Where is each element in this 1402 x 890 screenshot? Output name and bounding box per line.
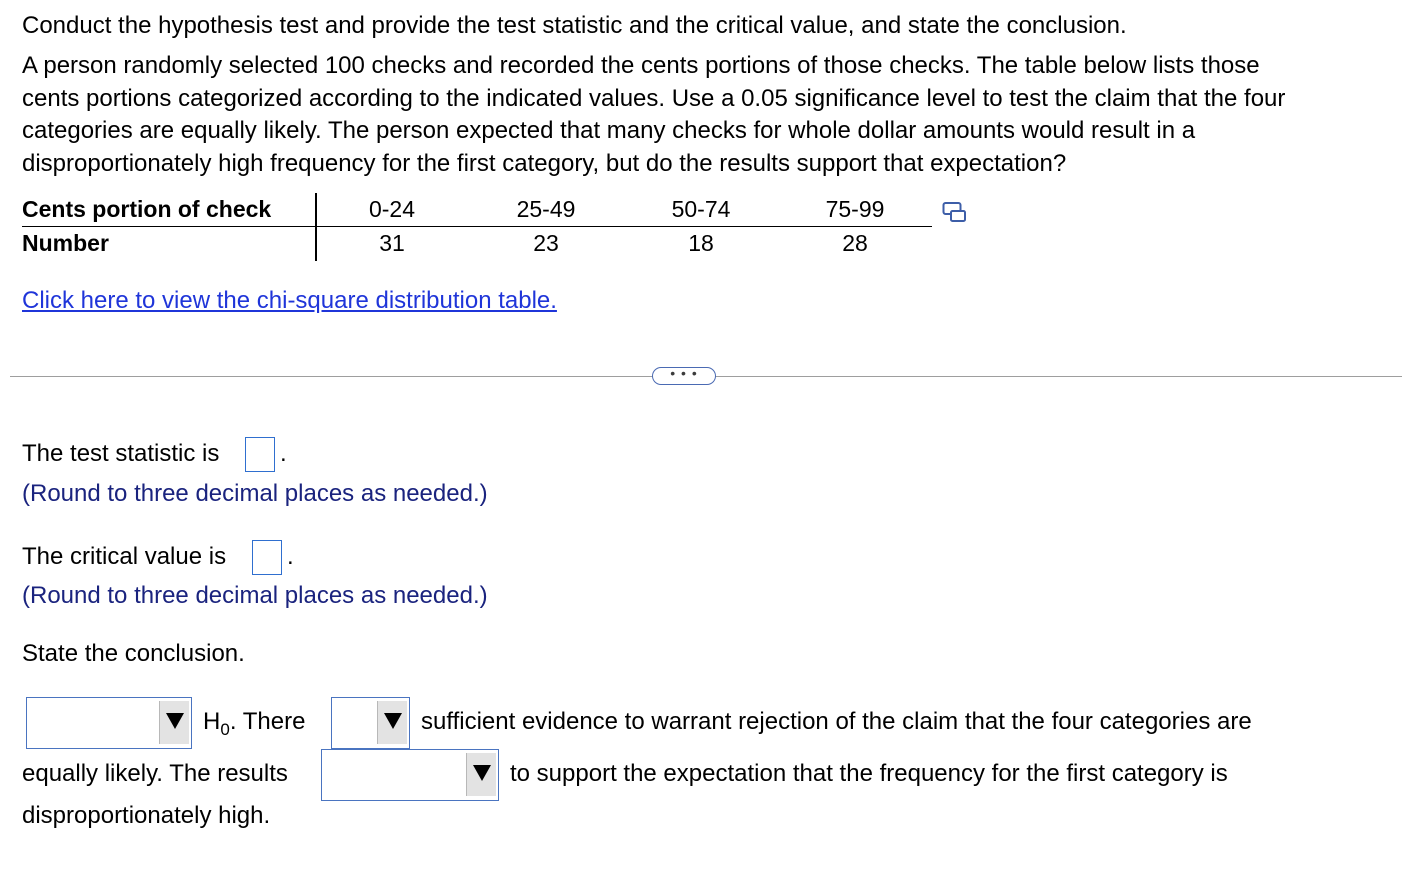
table-category: 75-99 [825,196,885,222]
test-statistic-period: . [280,440,287,467]
evidence-dropdown[interactable] [331,697,410,749]
h0-subscript: 0 [220,720,230,739]
question-body-line-3: categories are equally likely. The person expected that many checks for whole dollar amounts would result in a [22,117,1196,144]
table-category: 25-49 [516,196,576,222]
question-instruction: Conduct the hypothesis test and provide the test statistic and the critical value, and state the conclusion. [22,12,1127,39]
h0-letter: H [203,708,221,735]
table-horizontal-divider [22,226,932,227]
conclusion-text-3: to support the expectation that the frequency for the first category is [510,760,1228,787]
results-dropdown[interactable] [321,749,499,801]
h0-there-text: . There [229,708,306,735]
conclusion-text-1: sufficient evidence to warrant rejection of the claim that the four categories are [421,708,1252,735]
question-body-line-1: A person randomly selected 100 checks and recorded the cents portions of those checks. The table below lists those [22,52,1260,79]
question-body-line-2: cents portions categorized according to the indicated values. Use a 0.05 significance level to test the claim that the four [22,84,1286,112]
critical-value-period: . [287,543,294,570]
chi-square-table-link[interactable]: Click here to view the chi-square distribution table. [22,287,557,314]
test-statistic-label: The test statistic is [22,440,220,467]
more-options-dots: • • • [670,365,698,381]
table-category: 50-74 [671,196,731,222]
conclusion-prompt: State the conclusion. [22,640,245,667]
table-category: 0-24 [368,196,416,222]
test-statistic-input[interactable] [245,437,275,472]
critical-value-hint: (Round to three decimal places as needed.) [22,582,488,609]
critical-value-input[interactable] [252,540,282,575]
decision-dropdown[interactable] [26,697,192,749]
table-vertical-divider [315,193,317,261]
conclusion-text-4: disproportionately high. [22,802,271,829]
chevron-down-icon [159,701,189,744]
conclusion-text-2: equally likely. The results [22,760,288,787]
table-count: 31 [379,230,405,256]
table-count: 23 [533,230,559,256]
h0-text [203,708,305,740]
critical-value-label: The critical value is [22,543,227,570]
chevron-down-icon [466,753,496,796]
table-count: 28 [842,230,868,256]
table-count: 18 [688,230,714,256]
table-header-number: Number [22,230,109,256]
more-options-button[interactable] [652,367,716,385]
table-header-cents: Cents portion of check [22,196,272,222]
copy-data-icon[interactable] [942,201,968,225]
chevron-down-icon [377,701,407,744]
question-body-line-4: disproportionately high frequency for the first category, but do the results support that expectation? [22,149,1067,177]
test-statistic-hint: (Round to three decimal places as needed.) [22,480,488,507]
